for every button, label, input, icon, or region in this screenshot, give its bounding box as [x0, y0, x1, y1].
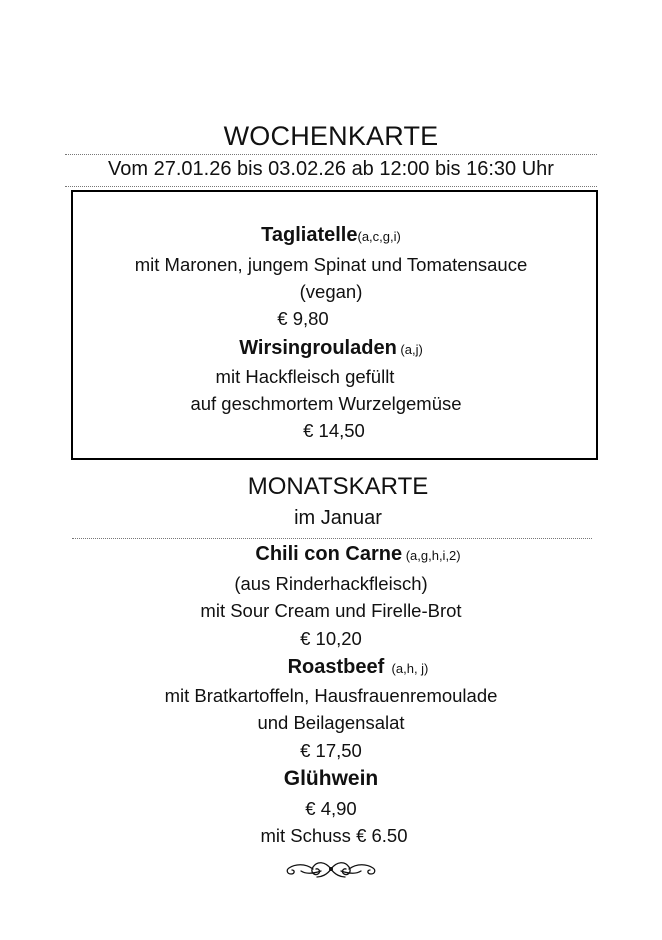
- dish-roastbeef-heading: [27, 656, 662, 679]
- dish-chili-heading: [27, 543, 662, 566]
- dish-price: € 9,80: [277, 308, 329, 329]
- allergen-info: (a,j): [400, 342, 423, 357]
- monthly-subtitle: im Januar: [294, 507, 382, 529]
- divider-top: [65, 154, 597, 155]
- dish-name: Tagliatelle: [261, 224, 358, 246]
- allergen-info: (a,h, j): [391, 661, 429, 676]
- dish-description: mit Sour Cream und Firelle-Brot: [200, 600, 462, 621]
- dish-price: € 17,50: [300, 740, 362, 761]
- dish-description: mit Bratkartoffeln, Hausfrauenremoulade: [164, 685, 498, 706]
- divider-period: [65, 186, 597, 187]
- weekly-period: Vom 27.01.26 bis 03.02.26 ab 12:00 bis 16:30 Uhr: [108, 158, 554, 180]
- dish-price: € 10,20: [300, 628, 362, 649]
- dish-name: Roastbeef: [287, 656, 385, 678]
- dish-name: Wirsingrouladen: [239, 337, 397, 359]
- weekly-title: WOCHENKARTE: [223, 121, 439, 151]
- dish-description: mit Hackfleisch gefüllt: [215, 366, 395, 387]
- dish-name: Glühwein: [283, 767, 379, 790]
- dish-description: und Beilagensalat: [257, 712, 405, 733]
- dish-description: (vegan): [299, 281, 363, 302]
- dish-description: mit Maronen, jungem Spinat und Tomatensauce: [134, 254, 528, 275]
- dish-price: € 4,90: [305, 798, 357, 819]
- dish-wirsingrouladen-heading: [0, 337, 662, 360]
- dish-extra-price: mit Schuss € 6.50: [260, 825, 408, 846]
- divider-monthly: [72, 538, 592, 539]
- dish-description: (aus Rinderhackfleisch): [234, 573, 428, 594]
- dish-price: € 14,50: [303, 420, 365, 441]
- allergen-info: (a,c,g,i): [357, 229, 401, 244]
- dish-description: auf geschmortem Wurzelgemüse: [190, 393, 462, 414]
- monthly-title: MONATSKARTE: [247, 473, 429, 500]
- dish-gluehwein-heading: [0, 767, 662, 791]
- flourish-ornament-icon: [281, 855, 381, 883]
- dish-name: Chili con Carne: [255, 543, 403, 565]
- allergen-info: (a,g,h,i,2): [405, 548, 461, 563]
- dish-tagliatelle-heading: [0, 224, 662, 247]
